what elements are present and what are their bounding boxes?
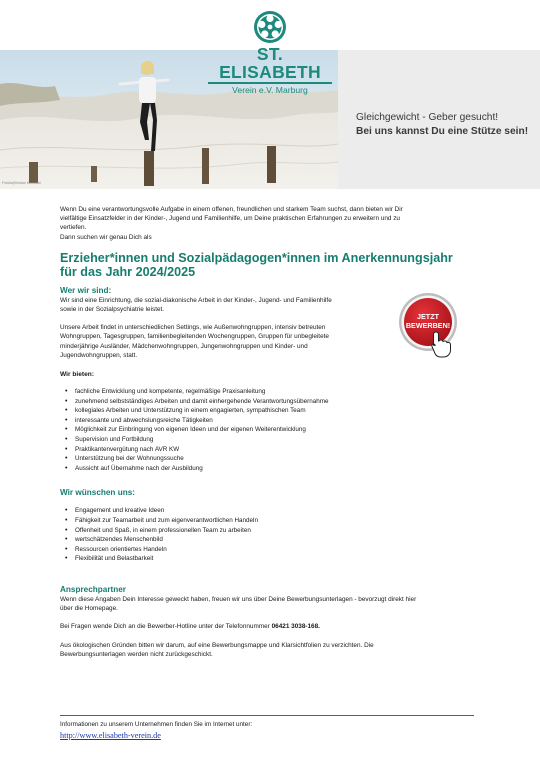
intro-line: vielfältige Einsatzfelder in der Kinder-, Jugend und Familienhilfe, um Deine praktischen Erfahrungen zu erweitern und zu: [60, 215, 400, 223]
list-item: • Ressourcen orientiertes Handeln: [75, 545, 480, 555]
contact-text: [60, 595, 480, 613]
we-offer-list: [60, 387, 480, 473]
text-line: Aus ökologischen Gründen bitten wir darum, auf eine Bewerbungsmappe und Klarsichtfolien zu verzichten. Die: [60, 641, 374, 649]
intro-line: Wenn Du eine verantwortungsvolle Aufgabe in einem offenen, freundlichen und starkem Team suchst, dann bieten wir Dir: [60, 206, 403, 213]
intro-line: vertiefen.: [60, 224, 87, 232]
list-item: • interessante und abwechslungsreiche Tätigkeiten: [75, 416, 480, 426]
text-line: Wohngruppen, Tagesgruppen, familienbegleitenden Wochengruppen, Gruppen für unbegleitete: [60, 333, 329, 341]
photo-credit: Fotolia|Kristian Kowalski: [2, 181, 41, 185]
footer-note: Informationen zu unserem Unternehmen finden Sie im Internet unter:: [60, 721, 253, 728]
logo-emblem-icon: [253, 10, 287, 44]
logo-subtitle: Verein e.V. Marburg: [232, 84, 308, 95]
text-line: Jugendwohngruppen, statt.: [60, 351, 138, 359]
text-line: Wir sind eine Einrichtung, die sozial-diakonische Arbeit in der Kinder-, Jugend- und Familienhilfe: [60, 296, 332, 304]
text-line: über die Homepage.: [60, 605, 118, 613]
we-wish-list: [60, 506, 480, 564]
list-item: • kollegiales Arbeiten und Unterstützung in einem engagierten, sympathischen Team: [75, 406, 480, 416]
website-link[interactable]: http://www.elisabeth-verein.de: [60, 731, 161, 740]
list-item: • Praktikantenvergütung nach AVR KW: [75, 445, 480, 455]
list-item: • Flexibilität und Belastbarkeit: [75, 554, 480, 564]
tagline-line-2: Bei uns kannst Du eine Stütze sein!: [356, 126, 529, 137]
who-we-are-heading: Wer wir sind:: [60, 285, 112, 295]
logo-name: ST. ELISABETH: [219, 44, 321, 82]
text-line: Wenn diese Angaben Dein Interesse geweckt haben, freuen wir uns über Deine Bewerbungsunterlagen - bevorzugt direkt hier: [60, 595, 417, 603]
text-line: Bei Fragen wende Dich an die Bewerber-Hotline unter der Telefonnummer: [60, 623, 272, 631]
intro-line: Dann suchen wir genau Dich als: [60, 233, 152, 241]
text-line: sowie in der Sozialpsychiatrie leistet.: [60, 306, 165, 314]
apply-now-label-1: JETZT: [417, 312, 439, 321]
apply-now-label-2: BEWERBEN!: [405, 321, 451, 330]
job-title: [60, 251, 480, 280]
text-line: Bewerbungsunterlagen werden nicht zurückgeschickt.: [60, 650, 213, 658]
logo: [206, 10, 334, 95]
logo-divider: [208, 82, 332, 84]
list-item: • Fähigkeit zur Teamarbeit und zum eigenverantwortlichen Handeln: [75, 516, 480, 526]
list-item: • Unterstützung bei der Wohnungssuche: [75, 454, 480, 464]
tagline-line-1: Gleichgewicht - Geber gesucht!: [356, 112, 499, 123]
list-item: • Aussicht auf Übernahme nach der Ausbildung: [75, 464, 480, 474]
list-item: • Supervision und Fortbildung: [75, 435, 480, 445]
apply-now-button[interactable]: [398, 292, 464, 358]
text-line: minderjährige Ausländer, Mädchenwohngruppen, Jungenwohngruppen und Kinder- und: [60, 342, 308, 350]
ecology-note: [60, 641, 480, 659]
list-item: • Möglichkeit zur Einbringung von eigenen Ideen und der eigenen Weiterentwicklung: [75, 425, 480, 435]
we-wish-heading: Wir wünschen uns:: [60, 488, 135, 498]
list-item: • zunehmend selbstständiges Arbeiten und damit einhergehende Verantwortungsübernahme: [75, 397, 480, 407]
contact-heading: Ansprechpartner: [60, 584, 126, 594]
text-line: Unsere Arbeit findet in unterschiedlichen Settings, wie Außenwohngruppen, intensiv betreuten: [60, 324, 326, 332]
list-item: • fachliche Entwicklung und kompetente, regelmäßige Praxisanleitung: [75, 387, 480, 397]
list-item: • Offenheit und Spaß, in einem professionellen Team zu arbeiten: [75, 526, 480, 536]
list-item: • wertschätzendes Menschenbild: [75, 535, 480, 545]
hotline-phone: 06421 3038-168.: [271, 623, 320, 631]
job-posting: [60, 205, 480, 659]
footer-divider: [60, 715, 474, 716]
job-title-line: Erzieher*innen und Sozialpädagogen*innen im Anerkennungsjahr: [60, 250, 453, 265]
intro-text: [60, 205, 480, 242]
hotline-text: [60, 622, 480, 631]
job-title-line: für das Jahr 2024/2025: [60, 265, 196, 280]
list-item: • Engagement und kreative Ideen: [75, 506, 480, 516]
we-offer-heading: Wir bieten:: [60, 371, 95, 379]
